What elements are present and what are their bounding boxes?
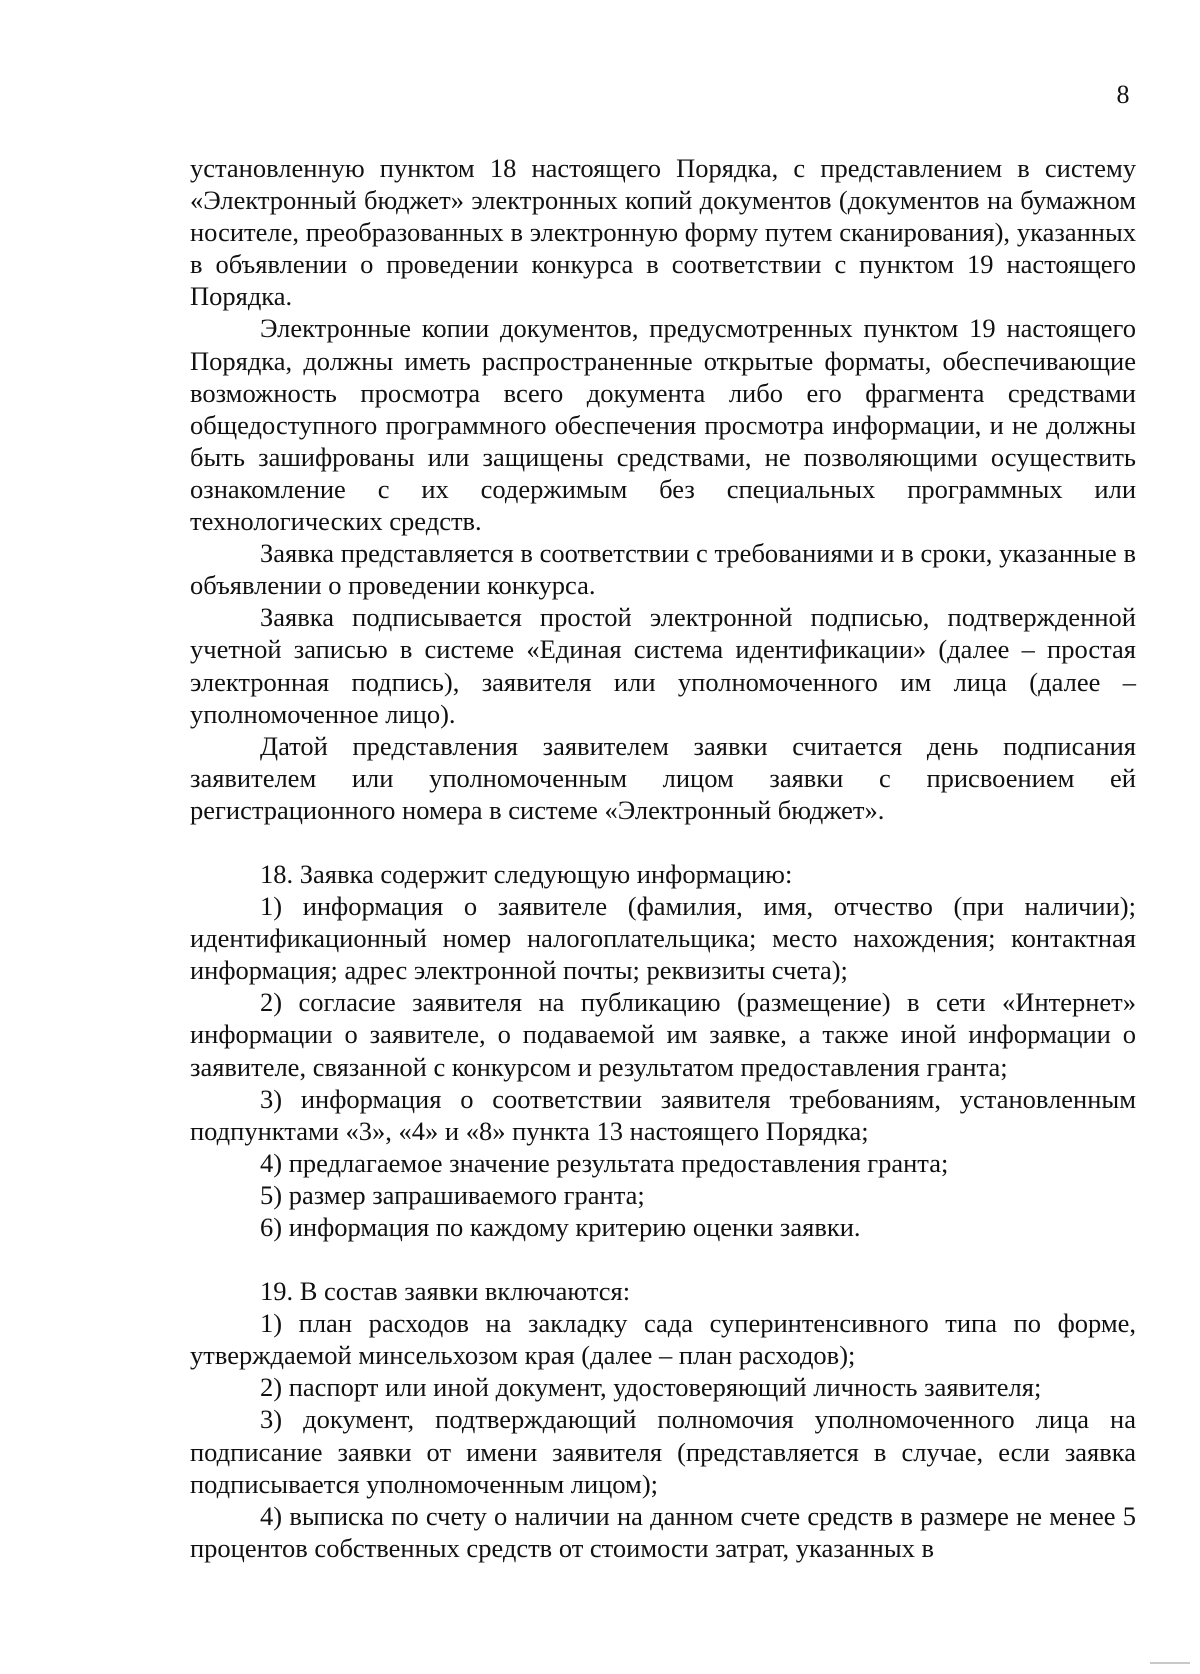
paragraph-submission-terms: Заявка представляется в соответствии с требованиями и в сроки, указанные в объявлении о проведении конкурса. — [190, 538, 1136, 601]
document-body — [190, 152, 1136, 1564]
list-item-19-3: 3) документ, подтверждающий полномочия уполномоченного лица на подписание заявки от имени заявителя (представляется в случае, если заявка подписывается уполномоченным лицом); — [190, 1404, 1136, 1499]
paragraph-electronic-copies: Электронные копии документов, предусмотренных пунктом 19 настоящего Порядка, должны иметь распространенные открытые форматы, обеспечивающие возможность просмотра всего документа либо его фрагмента средствами общедоступного программного обеспечения просмотра информации, и не должны быть зашифрованы или защищены средствами, не позволяющими осуществить ознакомление с их содержимым без специальных программных или технологических средств. — [190, 313, 1136, 537]
list-item-19-1: 1) план расходов на закладку сада суперинтенсивного типа по форме, утверждаемой минсельхозом края (далее – план расходов); — [190, 1308, 1136, 1371]
paragraph-signature: Заявка подписывается простой электронной подписью, подтвержденной учетной записью в системе «Единая система идентификации» (далее – простая электронная подпись), заявителя или уполномоченного им лица (далее – уполномоченное лицо). — [190, 602, 1136, 729]
paragraph-submission-date: Датой представления заявителем заявки считается день подписания заявителем или уполномоченным лицом заявки с присвоением ей регистрационного номера в системе «Электронный бюджет». — [190, 730, 1136, 825]
paragraph-continuation: установленную пунктом 18 настоящего Порядка, с представлением в систему «Электронный бюджет» электронных копий документов (документов на бумажном носителе, преобразованных в электронную форму путем сканирования), указанных в объявлении о проведении конкурса в соответствии с пунктом 19 настоящего Порядка. — [190, 153, 1136, 312]
list-item-18-4: 4) предлагаемое значение результата предоставления гранта; — [260, 1147, 949, 1178]
list-item-18-6: 6) информация по каждому критерию оценки заявки. — [260, 1212, 861, 1242]
list-item-19-2: 2) паспорт или иной документ, удостоверяющий личность заявителя; — [260, 1372, 1042, 1403]
list-item-19-4: 4) выписка по счету о наличии на данном счете средств в размере не менее 5 процентов собственных средств от стоимости затрат, указанных в — [190, 1500, 1136, 1563]
list-item-18-1: 1) информация о заявителе (фамилия, имя, отчество (при наличии); идентификационный номер налогоплательщика; место нахождения; контактная информация; адрес электронной почты; реквизиты счета); — [190, 891, 1136, 986]
list-item-18-2: 2) согласие заявителя на публикацию (размещение) в сети «Интернет» информации о заявителе, о подаваемой им заявке, а также иной информации о заявителе, связанной с конкурсом и результатом предоставления гранта; — [190, 987, 1136, 1082]
section-18-heading: 18. Заявка содержит следующую информацию: — [260, 858, 793, 889]
scan-edge-mark — [1150, 1662, 1190, 1664]
section-19-heading: 19. В состав заявки включаются: — [260, 1276, 631, 1307]
list-item-18-5: 5) размер запрашиваемого гранта; — [260, 1179, 645, 1210]
list-item-18-3: 3) информация о соответствии заявителя требованиям, установленным подпунктами «3», «4» и «8» пункта 13 настоящего Порядка; — [190, 1083, 1136, 1146]
page-number: 8 — [1116, 80, 1130, 109]
